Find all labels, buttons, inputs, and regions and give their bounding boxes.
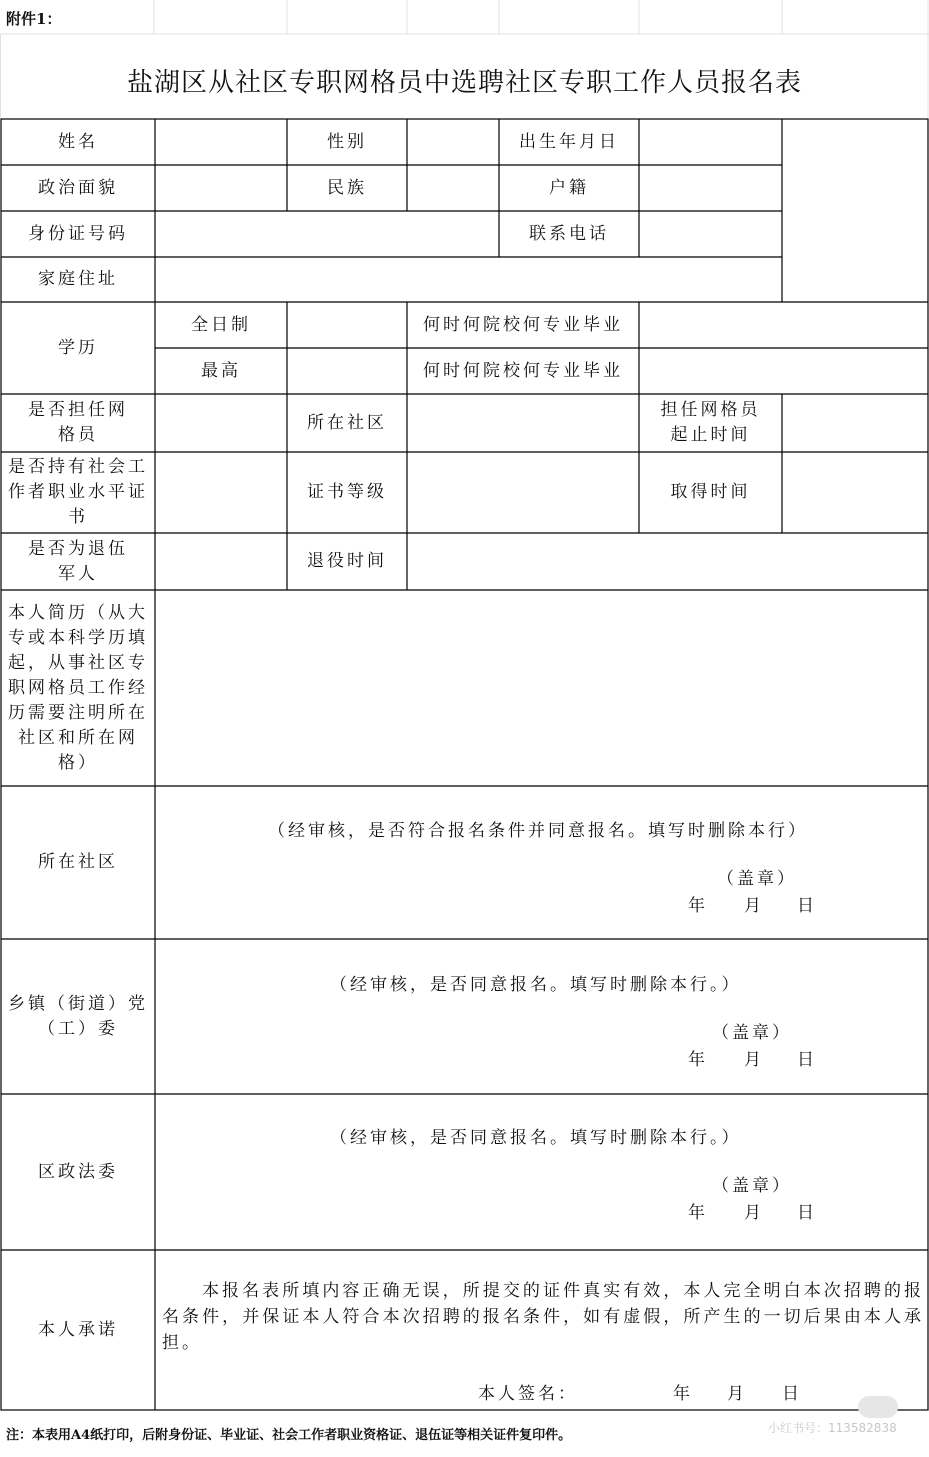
discharge-time-field[interactable]	[407, 533, 928, 590]
label-grad-fulltime: 何时何院校何专业毕业	[423, 314, 623, 335]
highest-field[interactable]	[287, 348, 407, 394]
label-phone: 联系电话	[529, 223, 609, 244]
town-seal: （盖章）	[712, 1023, 792, 1043]
label-grad-highest: 何时何院校何专业毕业	[423, 360, 623, 381]
label-highest: 最高	[201, 360, 241, 381]
resume-field[interactable]	[155, 590, 928, 786]
label-fulltime: 全日制	[191, 314, 251, 335]
label-pledge: 本人承诺	[38, 1319, 118, 1340]
birth-field[interactable]	[639, 119, 782, 165]
cert-level-field[interactable]	[407, 452, 639, 533]
cert-time-field[interactable]	[782, 452, 928, 533]
hukou-field[interactable]	[639, 165, 782, 211]
community-year: 年	[688, 896, 705, 916]
attachment-label: 附件1：	[6, 10, 62, 28]
label-ethnicity: 民族	[327, 177, 367, 198]
label-id-number: 身份证号码	[28, 223, 128, 244]
pledge-text: 本报名表所填内容正确无误，所提交的证件真实有效，本人完全明白本次招聘的报名条件，并保证本人符合本次招聘的报名条件，如有虚假，所产生的一切后果由本人承担。	[162, 1281, 924, 1353]
label-discharge-time: 退役时间	[307, 551, 387, 571]
header-gridlines	[0, 0, 929, 118]
town-year: 年	[688, 1050, 705, 1070]
label-is-veteran: 是否为退伍军人	[28, 538, 128, 584]
community-seal: （盖章）	[717, 869, 797, 889]
ethnicity-field[interactable]	[407, 165, 499, 211]
grad-highest-field[interactable]	[639, 348, 928, 394]
pledge-day: 日	[782, 1384, 799, 1404]
district-review-instruction: （经审核，是否同意报名。填写时删除本行。）	[330, 1128, 742, 1148]
label-district-review: 区政法委	[38, 1161, 118, 1182]
is-grid-worker-field[interactable]	[155, 394, 287, 452]
label-gender: 性别	[327, 131, 367, 152]
label-cert-level: 证书等级	[307, 482, 387, 502]
label-address: 家庭住址	[38, 269, 118, 289]
label-has-cert: 是否持有社会工作者职业水平证书	[8, 457, 148, 527]
label-politics: 政治面貌	[38, 177, 118, 198]
fulltime-field[interactable]	[287, 302, 407, 348]
grad-fulltime-field[interactable]	[639, 302, 928, 348]
community-day: 日	[797, 896, 814, 916]
community-month: 月	[744, 896, 761, 916]
photo-box[interactable]	[782, 119, 928, 302]
phone-field[interactable]	[639, 211, 782, 257]
politics-field[interactable]	[155, 165, 287, 211]
id-number-field[interactable]	[155, 211, 499, 257]
district-seal: （盖章）	[712, 1176, 792, 1196]
town-month: 月	[744, 1050, 761, 1070]
town-review-instruction: （经审核，是否同意报名。填写时删除本行。）	[330, 975, 742, 995]
label-community-review: 所在社区	[38, 852, 118, 872]
label-education: 学历	[58, 337, 98, 358]
watermark-badge	[858, 1396, 898, 1418]
is-veteran-field[interactable]	[155, 533, 287, 590]
label-hukou: 户籍	[549, 177, 589, 198]
footer-note: 注：本表用A4纸打印，后附身份证、毕业证、社会工作者职业资格证、退伍证等相关证件复印件。	[6, 1428, 572, 1443]
watermark: 小红书号：113582838	[768, 1421, 897, 1435]
label-is-grid-worker: 是否担任网格员	[28, 400, 128, 445]
name-field[interactable]	[155, 119, 287, 165]
district-year: 年	[688, 1203, 705, 1223]
gender-field[interactable]	[407, 119, 499, 165]
community-review-instruction: （经审核，是否符合报名条件并同意报名。填写时删除本行）	[268, 821, 808, 841]
label-cert-time: 取得时间	[670, 482, 751, 502]
has-cert-field[interactable]	[155, 452, 287, 533]
label-name: 姓名	[58, 131, 98, 152]
form-title: 盐湖区从社区专职网格员中选聘社区专职工作人员报名表	[126, 68, 802, 98]
label-resume: 本人简历（从大专或本科学历填起，从事社区专职网格员工作经历需要注明所在社区和所在网格）	[8, 602, 148, 773]
label-grid-period: 担任网格员起止时间	[660, 400, 761, 445]
label-birth: 出生年月日	[519, 131, 619, 152]
community-field[interactable]	[407, 394, 639, 452]
district-day: 日	[797, 1203, 814, 1223]
pledge-month: 月	[727, 1384, 744, 1404]
label-town-review: 乡镇（街道）党（工）委	[8, 993, 148, 1039]
label-community: 所在社区	[307, 412, 387, 433]
address-field[interactable]	[155, 257, 782, 302]
signature-label: 本人签名：	[478, 1384, 578, 1404]
pledge-year: 年	[673, 1384, 690, 1404]
district-month: 月	[744, 1203, 761, 1223]
grid-period-field[interactable]	[782, 394, 928, 452]
town-day: 日	[797, 1050, 814, 1070]
